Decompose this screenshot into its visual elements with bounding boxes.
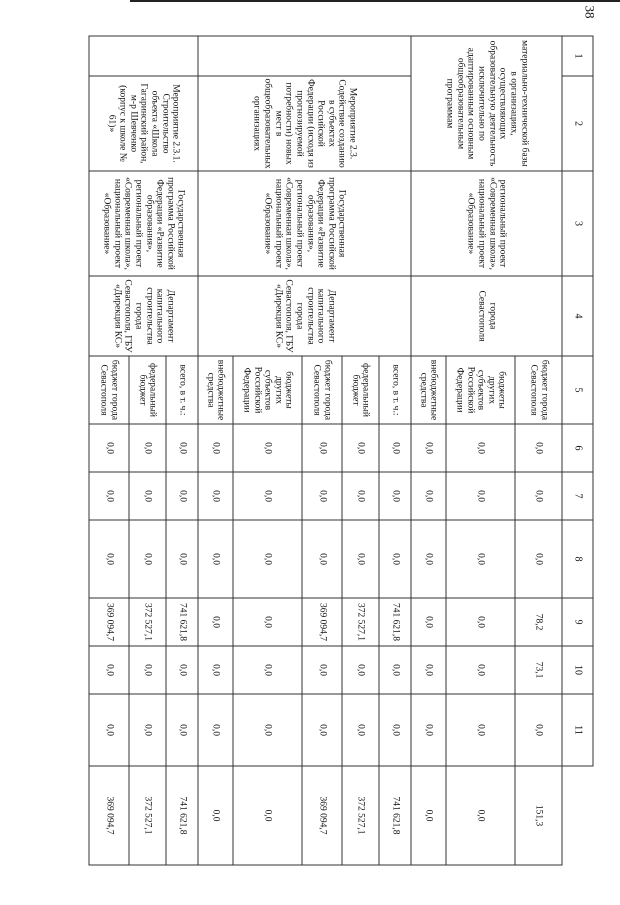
value-cell: 0,0 (445, 472, 514, 520)
value-cell: 372 527,1 (341, 766, 378, 865)
table-row (515, 36, 562, 865)
executor-cell: города Севастополя (410, 276, 561, 356)
funding-source: внебюджетные средства (197, 356, 232, 424)
value-cell: 0,0 (341, 472, 378, 520)
project-cell: Государственная программа Российской Федерации «Развитие образования», региональный проект «Современная школа», национальный проект «Образование» (197, 171, 410, 276)
value-cell: 0,0 (128, 646, 165, 694)
activity-cell: материально-технической базы в организациях, осуществляющих образовательную деятельность исключительно по адаптированным основным общеобразовательным программам (410, 36, 561, 171)
funding-source: бюджет города Севастополя (515, 356, 562, 424)
value-cell: 73,1 (515, 646, 562, 694)
value-cell: 0,0 (89, 424, 129, 472)
column-number: 1 (562, 36, 593, 76)
value-cell: 369 094,7 (89, 598, 129, 646)
project-cell: Государственная программа Российской Федерации «Развитие образования», региональный проект «Современная школа», национальный проект «Образование» (89, 171, 198, 276)
value-cell: 0,0 (165, 694, 197, 766)
value-cell: 0,0 (232, 766, 301, 865)
page-number: 38 (582, 5, 598, 19)
funding-source: бюджет города Севастополя (89, 356, 129, 424)
top-rule (130, 0, 620, 2)
column-number: 8 (562, 520, 593, 598)
column-number: 4 (562, 276, 593, 356)
value-cell: 369 094,7 (89, 766, 129, 865)
value-cell: 0,0 (89, 520, 129, 598)
value-cell: 0,0 (410, 766, 445, 865)
value-cell: 0,0 (197, 424, 232, 472)
funding-source: бюджеты других субъектов Российской Федерации (445, 356, 514, 424)
value-cell: 0,0 (89, 646, 129, 694)
value-cell: 0,0 (378, 694, 410, 766)
value-cell: 0,0 (410, 472, 445, 520)
value-cell: 0,0 (378, 424, 410, 472)
executor-cell: Департамент капитального строительства города Севастополя, ГБУ «Дирекция КС» (197, 276, 410, 356)
value-cell: 0,0 (232, 520, 301, 598)
value-cell: 0,0 (445, 598, 514, 646)
value-cell: 741 621,8 (165, 598, 197, 646)
executor-cell: Департамент капитального строительства города Севастополя, ГБУ «Дирекция КС» (89, 276, 198, 356)
value-cell: 0,0 (165, 646, 197, 694)
funding-source: бюджет города Севастополя (302, 356, 342, 424)
activity-cell: Мероприятие 2.3. Содействие созданию в субъектах Российской Федерации (исходя из прогнозируемой потребности) новых мест в общеобразовательных организациях (197, 76, 410, 171)
value-cell: 369 094,7 (302, 766, 342, 865)
value-cell: 0,0 (197, 646, 232, 694)
column-number: 3 (562, 171, 593, 276)
value-cell: 0,0 (232, 472, 301, 520)
value-cell: 0,0 (410, 424, 445, 472)
column-number: 5 (562, 356, 593, 424)
activity-cell: Мероприятие 2.3.1. Строительство объекта «Школа Гагаринский район, м-р Шевченко (корпус к школе № 61)» (89, 76, 198, 171)
value-cell: 0,0 (165, 472, 197, 520)
column-number: 9 (562, 598, 593, 646)
value-cell: 0,0 (515, 424, 562, 472)
value-cell: 0,0 (341, 424, 378, 472)
value-cell: 0,0 (128, 472, 165, 520)
value-cell: 0,0 (445, 424, 514, 472)
value-cell: 0,0 (445, 520, 514, 598)
value-cell: 372 527,1 (128, 766, 165, 865)
value-cell: 0,0 (445, 646, 514, 694)
value-cell: 0,0 (341, 694, 378, 766)
value-cell: 0,0 (378, 646, 410, 694)
value-cell: 0,0 (410, 598, 445, 646)
value-cell: 0,0 (515, 694, 562, 766)
funding-source: внебюджетные средства (410, 356, 445, 424)
value-cell: 0,0 (410, 646, 445, 694)
table-row (165, 36, 197, 865)
value-cell: 741 621,8 (378, 766, 410, 865)
value-cell: 369 094,7 (302, 598, 342, 646)
value-cell: 78,2 (515, 598, 562, 646)
value-cell: 741 621,8 (378, 598, 410, 646)
value-cell: 0,0 (128, 694, 165, 766)
value-cell: 0,0 (89, 472, 129, 520)
value-cell: 0,0 (341, 520, 378, 598)
funding-source: федеральный бюджет (341, 356, 378, 424)
value-cell: 0,0 (197, 472, 232, 520)
value-cell: 0,0 (89, 694, 129, 766)
funding-source: всего, в т. ч.: (378, 356, 410, 424)
value-cell: 0,0 (302, 520, 342, 598)
value-cell: 0,0 (302, 472, 342, 520)
funding-source: федеральный бюджет (128, 356, 165, 424)
value-cell: 0,0 (515, 472, 562, 520)
value-cell: 741 621,8 (165, 766, 197, 865)
project-cell: региональный проект «Современная школа», национальный проект «Образование» (410, 171, 561, 276)
value-cell: 0,0 (445, 694, 514, 766)
value-cell: 0,0 (128, 520, 165, 598)
table-wrapper (88, 35, 593, 865)
column-number: 10 (562, 646, 593, 694)
value-cell: 0,0 (410, 520, 445, 598)
value-cell: 0,0 (128, 424, 165, 472)
value-cell: 0,0 (232, 646, 301, 694)
value-cell: 0,0 (378, 472, 410, 520)
column-number-row (562, 36, 593, 865)
column-number: 6 (562, 424, 593, 472)
value-cell: 0,0 (302, 694, 342, 766)
column-number: 2 (562, 76, 593, 171)
value-cell: 0,0 (232, 694, 301, 766)
funding-source: всего, в т. ч.: (165, 356, 197, 424)
value-cell: 0,0 (302, 646, 342, 694)
column-number: 7 (562, 472, 593, 520)
value-cell: 0,0 (165, 424, 197, 472)
funding-source: бюджеты других субъектов Российской Федерации (232, 356, 301, 424)
value-cell: 0,0 (165, 520, 197, 598)
value-cell: 0,0 (341, 646, 378, 694)
column-number: 11 (562, 694, 593, 766)
empty-cell (89, 36, 198, 76)
value-cell: 372 527,1 (341, 598, 378, 646)
table-row (378, 36, 410, 865)
budget-table (88, 35, 593, 865)
empty-cell (197, 36, 410, 76)
value-cell: 0,0 (232, 598, 301, 646)
value-cell: 0,0 (445, 766, 514, 865)
value-cell: 0,0 (515, 520, 562, 598)
value-cell: 151,3 (515, 766, 562, 865)
value-cell: 0,0 (197, 520, 232, 598)
value-cell: 0,0 (197, 766, 232, 865)
value-cell: 0,0 (410, 694, 445, 766)
value-cell: 0,0 (302, 424, 342, 472)
value-cell: 0,0 (197, 694, 232, 766)
value-cell: 372 527,1 (128, 598, 165, 646)
value-cell: 0,0 (232, 424, 301, 472)
value-cell: 0,0 (378, 520, 410, 598)
value-cell: 0,0 (197, 598, 232, 646)
